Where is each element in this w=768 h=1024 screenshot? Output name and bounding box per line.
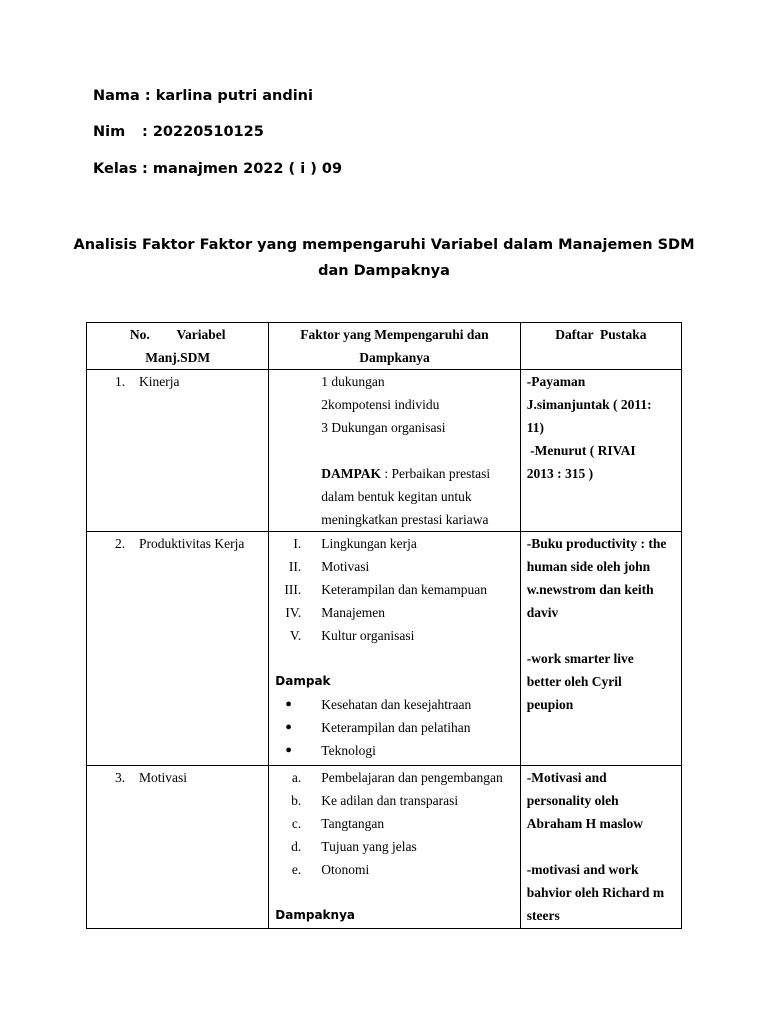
nim-label: Nim: [93, 124, 126, 140]
row2-factor-1: [269, 532, 519, 555]
row2-factor-4-marker: IV.: [285, 605, 302, 620]
row3-ref-b-2: bahvior oleh Richard m: [526, 885, 665, 900]
table-header-row: [87, 323, 682, 370]
row2-ref-a-3: w.newstrom dan keith: [526, 582, 654, 597]
row1-ref-line-3: 11): [526, 420, 544, 435]
row3-factor-2-text: Ke adilan dan transparasi: [321, 793, 459, 808]
row2-factor-3-marker: III.: [284, 582, 302, 597]
row2-factor-3-text: Keterampilan dan kemampuan: [321, 582, 487, 597]
title-line-2: dan Dampaknya: [318, 263, 450, 279]
row2-factors-cell: [269, 532, 520, 766]
row1-ref-line-5: 2013 : 315 ): [526, 466, 594, 481]
row1-impact-label: DAMPAK: [321, 466, 382, 481]
row3-factor-1-text: Pembelajaran dan pengembangan: [321, 770, 503, 785]
row2-number: 2.: [115, 536, 126, 551]
header-references: [520, 323, 681, 370]
row2-variable-cell: [87, 532, 269, 766]
row1-ref-line-2: J.simanjuntak ( 2011:: [526, 397, 652, 412]
row2-factor-2-text: Motivasi: [321, 559, 370, 574]
name-value: : karlina putri andini: [144, 88, 313, 104]
row3-variable: Motivasi: [139, 770, 188, 785]
row2-factor-1-text: Lingkungan kerja: [321, 536, 417, 551]
row1-impact-line-2: dalam bentuk kegitan untuk: [321, 489, 472, 504]
row2-ref-a-2: human side oleh john: [526, 559, 651, 574]
row2-impact-3: [269, 739, 519, 762]
row3-factor-2-marker: b.: [291, 793, 302, 808]
student-name-line: [93, 88, 313, 104]
table-row: [87, 766, 682, 929]
row2-factor-2-marker: II.: [288, 559, 302, 574]
class-label: Kelas: [93, 161, 138, 177]
row3-ref-a-2: personality oleh: [526, 793, 619, 808]
row3-factor-4-text: Tujuan yang jelas: [321, 839, 417, 854]
table-row: [87, 370, 682, 532]
row3-factor-1-marker: a.: [291, 770, 302, 785]
row3-factor-5-marker: e.: [291, 862, 302, 877]
table-row: [87, 532, 682, 766]
name-label: Nama: [93, 88, 140, 104]
row1-factor-2: 2kompotensi individu: [321, 397, 440, 412]
row2-variable: Produktivitas Kerja: [139, 536, 245, 551]
row2-impact-label: Dampak: [275, 674, 331, 688]
row1-ref-line-1: -Payaman: [526, 374, 586, 389]
row3-ref-a-3: Abraham H maslow: [526, 816, 643, 831]
row2-ref-b-3: peupion: [526, 697, 574, 712]
bullet-icon: ●: [285, 698, 292, 710]
row3-variable-cell: [87, 766, 269, 929]
row3-ref-a-1: -Motivasi and: [526, 770, 607, 785]
row3-factor-3: [269, 812, 519, 835]
title-line-1: Analisis Faktor Faktor yang mempengaruhi Variabel dalam Manajemen SDM: [73, 237, 695, 253]
row3-ref-b-1: -motivasi and work: [526, 862, 639, 877]
row3-factor-5: [269, 858, 519, 881]
nim-value: : 20220510125: [142, 124, 264, 140]
row3-factor-2: [269, 789, 519, 812]
row1-references-cell: [520, 370, 681, 532]
row1-variable: Kinerja: [139, 374, 180, 389]
row2-references-cell: [520, 532, 681, 766]
header-references-text: Daftar Pustaka: [555, 327, 647, 342]
row3-factor-4: [269, 835, 519, 858]
row3-factor-5-text: Otonomi: [321, 862, 370, 877]
row2-impact-2-text: Keterampilan dan pelatihan: [321, 720, 471, 735]
row3-impact-label: Dampaknya: [275, 908, 355, 922]
row3-ref-b-3: steers: [526, 908, 560, 923]
analysis-table: [86, 322, 682, 929]
row2-ref-b-1: -work smarter live: [526, 651, 634, 666]
row1-impact-line-1: : Perbaikan prestasi: [384, 466, 491, 481]
bullet-icon: ●: [285, 721, 292, 733]
row1-variable-cell: [87, 370, 269, 532]
row2-ref-a-4: daviv: [526, 605, 559, 620]
row2-factor-4: [269, 601, 519, 624]
row1-factor-3: 3 Dukungan organisasi: [321, 420, 446, 435]
row2-factor-5: [269, 624, 519, 647]
row2-ref-a-1: -Buku productivity : the: [526, 536, 667, 551]
row2-impact-1: [269, 693, 519, 716]
header-variable: [87, 323, 269, 370]
row3-references-cell: [520, 766, 681, 929]
row1-factor-1: 1 dukungan: [321, 374, 385, 389]
row3-factor-1: [269, 766, 519, 789]
row2-factor-1-marker: I.: [293, 536, 302, 551]
header-variable-line1: No. Variabel: [129, 327, 226, 342]
bullet-icon: ●: [285, 744, 292, 756]
row3-factor-4-marker: d.: [291, 839, 302, 854]
row2-factor-5-text: Kultur organisasi: [321, 628, 415, 643]
document-title: [60, 232, 708, 284]
row1-ref-line-4: -Menurut ( RIVAI: [526, 443, 636, 458]
student-class-line: [93, 161, 342, 177]
header-variable-line2: Manj.SDM: [145, 350, 211, 365]
row2-factor-4-text: Manajemen: [321, 605, 386, 620]
row2-impact-1-text: Kesehatan dan kesejahtraan: [321, 697, 472, 712]
row1-impact-line-3: meningkatkan prestasi kariawa: [321, 512, 489, 527]
row2-factor-3: [269, 578, 519, 601]
row2-ref-b-2: better oleh Cyril: [526, 674, 622, 689]
header-factors: [269, 323, 520, 370]
header-factors-line2: Dampkanya: [359, 350, 430, 365]
row1-number: 1.: [115, 374, 126, 389]
row2-factor-5-marker: V.: [289, 628, 302, 643]
student-nim-line: [93, 124, 264, 140]
row2-impact-3-text: Teknologi: [321, 743, 376, 758]
row2-factor-2: [269, 555, 519, 578]
row3-number: 3.: [115, 770, 126, 785]
header-factors-line1: Faktor yang Mempengaruhi dan: [300, 327, 489, 342]
row1-factors-cell: [269, 370, 520, 532]
row3-factor-3-text: Tangtangan: [321, 816, 385, 831]
row3-factors-cell: [269, 766, 520, 929]
row2-impact-2: [269, 716, 519, 739]
row3-factor-3-marker: c.: [291, 816, 302, 831]
class-value: : manajmen 2022 ( i ) 09: [142, 161, 343, 177]
